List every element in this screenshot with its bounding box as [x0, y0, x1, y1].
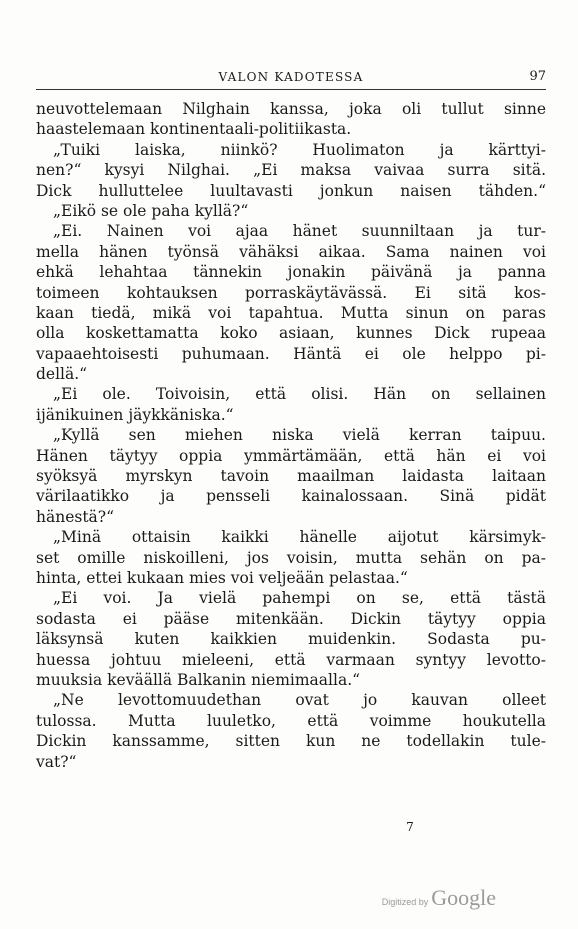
watermark-small-text: Digitized by: [381, 897, 429, 907]
text-line: haastelemaan kontinentaali-politiikasta.: [36, 120, 352, 139]
text-line: „Kyllä sen miehen niska vielä kerran taipuu.: [53, 426, 546, 445]
text-line: mella hänen työnsä vähäksi aikaa. Sama nainen voi: [36, 242, 546, 261]
text-line: „Eikö se ole paha kyllä?“: [53, 201, 249, 220]
text-line: neuvottelemaan Nilghain kanssa, joka oli tullut sinne: [36, 100, 546, 118]
text-line: syöksyä myrskyn tavoin maailman laidasta laitaan: [36, 467, 546, 486]
text-line: Dickin kanssamme, sitten kun ne todellakin tule-: [36, 732, 546, 751]
text-line: huessa johtuu mieleeni, että varmaan syntyy levotto-: [36, 650, 546, 669]
text-line: olla koskettamatta koko asiaan, kunnes Dick rupeaa: [36, 324, 546, 343]
text-line: dellä.“: [36, 365, 88, 384]
text-line: värilaatikko ja pensseli kainalossaan. Sinä pidät: [36, 487, 546, 506]
signature-mark: 7: [406, 820, 414, 834]
body-text: [36, 99, 546, 772]
text-line: muuksia keväällä Balkanin niemimaalla.“: [36, 670, 361, 689]
text-line: nen?“ kysyi Nilghai. „Ei maksa vaivaa surra sitä.: [36, 161, 546, 180]
text-line: Hänen täytyy oppia ymmärtämään, että hän ei voi: [36, 446, 546, 465]
text-line: hänestä?“: [36, 507, 115, 526]
text-line: „Ne levottomuudethan ovat jo kauvan olleet: [53, 691, 546, 710]
text-line: Dick hulluttelee luultavasti jonkun naisen tähden.“: [36, 181, 546, 200]
text-line: „Ei. Nainen voi ajaa hänet suunniltaan ja tur-: [53, 222, 546, 241]
text-line: ijänikuinen jäykkäniska.“: [36, 405, 234, 424]
text-line: kaan tiedä, mikä voi tapahtua. Mutta sinun on paras: [36, 303, 546, 322]
text-line: „Tuiki laiska, niinkö? Huolimaton ja kärttyi-: [53, 140, 546, 159]
text-line: läksynsä kuten kaikkien muidenkin. Sodasta pu-: [36, 630, 546, 649]
text-line: sodasta ei pääse mitenkään. Dickin täytyy oppia: [36, 609, 546, 628]
text-line: toimeen kohtauksen porraskäytävässä. Ei sitä kos-: [36, 283, 546, 302]
text-line: „Minä ottaisin kaikki hänelle aijotut kärsimyk-: [53, 528, 546, 547]
text-line: vapaaehtoisesti puhumaan. Häntä ei ole helppo pi-: [36, 344, 546, 363]
watermark-logo-text: Google: [431, 885, 496, 910]
text-line: „Ei voi. Ja vielä pahempi on se, että tästä: [53, 589, 546, 608]
text-line: ehkä lehahtaa tännekin jonakin päivänä ja panna: [36, 263, 546, 282]
text-line: hinta, ettei kukaan mies voi veljeään pelastaa.“: [36, 568, 408, 587]
header-rule: [36, 89, 546, 90]
text-line: tulossa. Mutta luuletko, että voimme houkutella: [36, 711, 546, 730]
text-line: „Ei ole. Toivoisin, että olisi. Hän on sellainen: [53, 385, 546, 404]
running-title: VALON KADOTESSA: [218, 70, 364, 84]
text-line: set omille niskoilleni, jos voisin, mutta sehän on pa-: [36, 548, 546, 567]
page-header: [36, 68, 546, 88]
digitized-watermark: [382, 885, 496, 911]
page-number: 97: [529, 69, 546, 84]
text-line: vat?“: [36, 752, 77, 771]
